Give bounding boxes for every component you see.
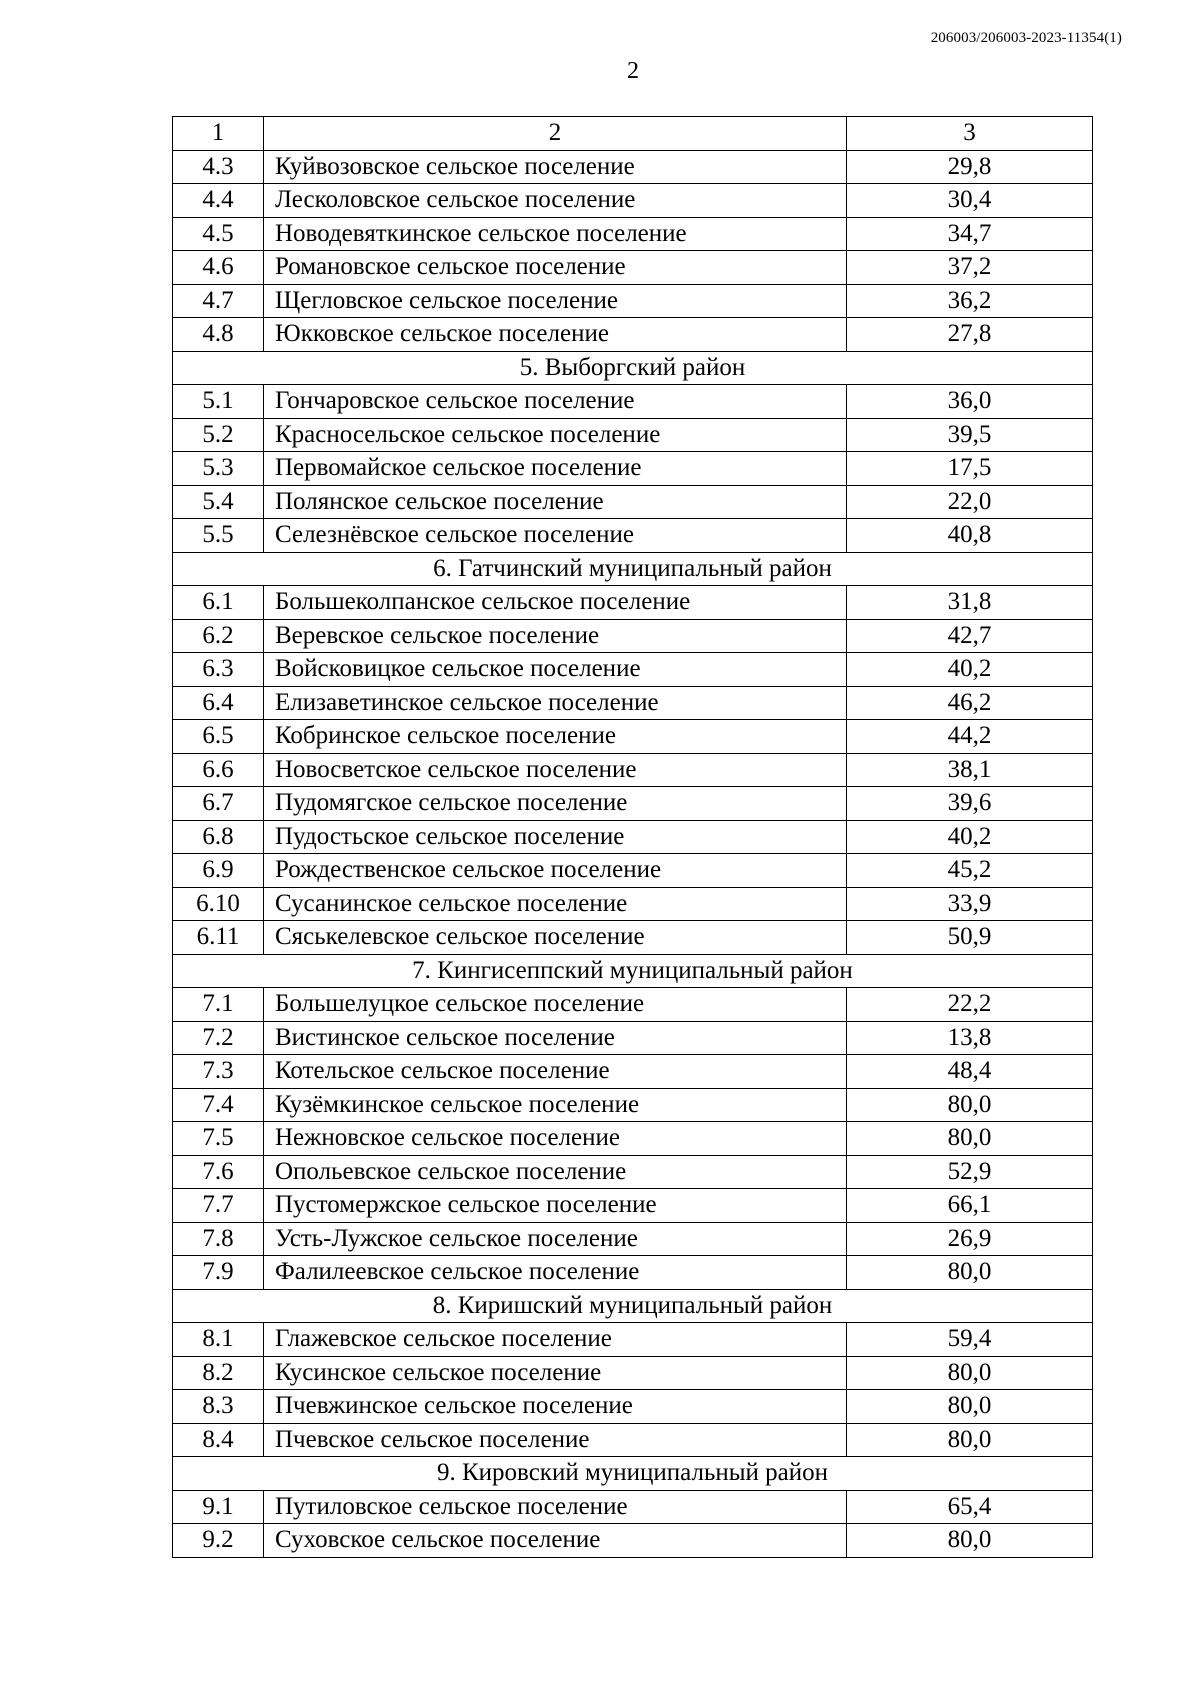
row-number: 8.3 [173, 1390, 264, 1424]
column-header-2: 2 [264, 117, 847, 151]
row-number: 8.4 [173, 1423, 264, 1457]
row-number: 7.4 [173, 1088, 264, 1122]
row-number: 8.1 [173, 1323, 264, 1357]
row-value: 29,8 [847, 150, 1093, 184]
row-value: 27,8 [847, 318, 1093, 352]
row-value: 38,1 [847, 753, 1093, 787]
row-number: 5.2 [173, 418, 264, 452]
settlement-name: Кузёмкинское сельское поселение [264, 1088, 847, 1122]
section-header-row [173, 1457, 1093, 1491]
row-number: 5.3 [173, 452, 264, 486]
settlement-name: Суховское сельское поселение [264, 1524, 847, 1558]
section-title: 7. Кингисеппский муниципальный район [173, 954, 1093, 988]
settlement-name: Войсковицкое сельское поселение [264, 653, 847, 687]
table-header-row [173, 117, 1093, 151]
section-title: 5. Выборгский район [173, 351, 1093, 385]
settlement-name: Усть-Лужское сельское поселение [264, 1222, 847, 1256]
settlement-name: Юкковское сельское поселение [264, 318, 847, 352]
settlement-name: Сяськелевское сельское поселение [264, 921, 847, 955]
row-value: 22,2 [847, 988, 1093, 1022]
row-number: 9.2 [173, 1524, 264, 1558]
table-row [173, 251, 1093, 285]
row-number: 4.3 [173, 150, 264, 184]
row-value: 80,0 [847, 1356, 1093, 1390]
row-value: 44,2 [847, 720, 1093, 754]
row-number: 7.1 [173, 988, 264, 1022]
row-value: 80,0 [847, 1122, 1093, 1156]
row-value: 36,2 [847, 284, 1093, 318]
settlement-name: Кобринское сельское поселение [264, 720, 847, 754]
row-value: 22,0 [847, 485, 1093, 519]
settlement-name: Пчевское сельское поселение [264, 1423, 847, 1457]
settlement-name: Путиловское сельское поселение [264, 1490, 847, 1524]
settlement-name: Куйвозовское сельское поселение [264, 150, 847, 184]
row-value: 65,4 [847, 1490, 1093, 1524]
row-value: 39,6 [847, 787, 1093, 821]
row-number: 6.2 [173, 619, 264, 653]
row-number: 7.5 [173, 1122, 264, 1156]
row-value: 36,0 [847, 385, 1093, 419]
settlement-name: Елизаветинское сельское поселение [264, 686, 847, 720]
settlement-name: Первомайское сельское поселение [264, 452, 847, 486]
table-row [173, 1088, 1093, 1122]
table-row [173, 720, 1093, 754]
settlement-name: Веревское сельское поселение [264, 619, 847, 653]
row-value: 50,9 [847, 921, 1093, 955]
row-number: 7.3 [173, 1055, 264, 1089]
row-number: 6.10 [173, 887, 264, 921]
row-number: 7.8 [173, 1222, 264, 1256]
table-row [173, 1490, 1093, 1524]
table-row [173, 485, 1093, 519]
table-row [173, 619, 1093, 653]
settlement-name: Большелуцкое сельское поселение [264, 988, 847, 1022]
row-number: 4.4 [173, 184, 264, 218]
settlement-name: Романовское сельское поселение [264, 251, 847, 285]
settlement-name: Селезнёвское сельское поселение [264, 519, 847, 553]
row-value: 40,2 [847, 653, 1093, 687]
table-row [173, 519, 1093, 553]
table-row [173, 284, 1093, 318]
row-number: 4.6 [173, 251, 264, 285]
table-row [173, 988, 1093, 1022]
settlement-name: Пчевжинское сельское поселение [264, 1390, 847, 1424]
row-number: 6.4 [173, 686, 264, 720]
table-row [173, 1390, 1093, 1424]
settlement-name: Рождественское сельское поселение [264, 854, 847, 888]
row-value: 37,2 [847, 251, 1093, 285]
row-value: 17,5 [847, 452, 1093, 486]
row-value: 80,0 [847, 1524, 1093, 1558]
section-header-row [173, 552, 1093, 586]
table-row [173, 1423, 1093, 1457]
row-number: 6.8 [173, 820, 264, 854]
section-header-row [173, 954, 1093, 988]
settlement-name: Новосветское сельское поселение [264, 753, 847, 787]
settlement-name: Гончаровское сельское поселение [264, 385, 847, 419]
settlement-name: Пудомягское сельское поселение [264, 787, 847, 821]
table-row [173, 1323, 1093, 1357]
row-value: 34,7 [847, 217, 1093, 251]
table-row [173, 653, 1093, 687]
row-number: 6.6 [173, 753, 264, 787]
row-value: 80,0 [847, 1390, 1093, 1424]
row-value: 26,9 [847, 1222, 1093, 1256]
row-value: 33,9 [847, 887, 1093, 921]
row-number: 6.1 [173, 586, 264, 620]
column-header-3: 3 [847, 117, 1093, 151]
settlement-name: Опольевское сельское поселение [264, 1155, 847, 1189]
table-row [173, 820, 1093, 854]
section-title: 6. Гатчинский муниципальный район [173, 552, 1093, 586]
settlement-name: Пустомержское сельское поселение [264, 1189, 847, 1223]
row-value: 40,8 [847, 519, 1093, 553]
table-row [173, 921, 1093, 955]
row-value: 59,4 [847, 1323, 1093, 1357]
table-row [173, 1055, 1093, 1089]
section-header-row [173, 351, 1093, 385]
row-value: 46,2 [847, 686, 1093, 720]
row-value: 42,7 [847, 619, 1093, 653]
row-value: 45,2 [847, 854, 1093, 888]
table-row [173, 1222, 1093, 1256]
row-number: 5.5 [173, 519, 264, 553]
table-row [173, 1256, 1093, 1290]
section-title: 9. Кировский муниципальный район [173, 1457, 1093, 1491]
row-value: 13,8 [847, 1021, 1093, 1055]
table-row [173, 1122, 1093, 1156]
table-row [173, 217, 1093, 251]
settlement-name: Пудостьское сельское поселение [264, 820, 847, 854]
table-row [173, 586, 1093, 620]
settlement-name: Фалилеевское сельское поселение [264, 1256, 847, 1290]
document-id: 206003/206003-2023-11354(1) [930, 30, 1122, 46]
row-value: 30,4 [847, 184, 1093, 218]
row-value: 80,0 [847, 1088, 1093, 1122]
row-number: 6.3 [173, 653, 264, 687]
table-row [173, 150, 1093, 184]
settlements-table [172, 116, 1093, 1558]
row-number: 4.8 [173, 318, 264, 352]
table-row [173, 887, 1093, 921]
row-number: 6.5 [173, 720, 264, 754]
table-row [173, 854, 1093, 888]
table-row [173, 787, 1093, 821]
settlement-name: Лесколовское сельское поселение [264, 184, 847, 218]
settlement-name: Котельское сельское поселение [264, 1055, 847, 1089]
settlement-name: Вистинское сельское поселение [264, 1021, 847, 1055]
row-number: 8.2 [173, 1356, 264, 1390]
table-row [173, 1524, 1093, 1558]
table-row [173, 184, 1093, 218]
settlement-name: Полянское сельское поселение [264, 485, 847, 519]
row-number: 6.11 [173, 921, 264, 955]
row-value: 80,0 [847, 1423, 1093, 1457]
row-value: 31,8 [847, 586, 1093, 620]
settlement-name: Сусанинское сельское поселение [264, 887, 847, 921]
table-row [173, 686, 1093, 720]
row-number: 7.7 [173, 1189, 264, 1223]
table-row [173, 418, 1093, 452]
table-row [173, 1189, 1093, 1223]
row-number: 7.6 [173, 1155, 264, 1189]
page-number: 2 [627, 58, 639, 84]
row-value: 40,2 [847, 820, 1093, 854]
column-header-1: 1 [173, 117, 264, 151]
table-row [173, 318, 1093, 352]
row-number: 5.1 [173, 385, 264, 419]
row-value: 66,1 [847, 1189, 1093, 1223]
row-value: 48,4 [847, 1055, 1093, 1089]
settlement-name: Большеколпанское сельское поселение [264, 586, 847, 620]
settlement-name: Щегловское сельское поселение [264, 284, 847, 318]
row-number: 7.2 [173, 1021, 264, 1055]
table-row [173, 1021, 1093, 1055]
row-number: 7.9 [173, 1256, 264, 1290]
row-number: 5.4 [173, 485, 264, 519]
section-title: 8. Киришский муниципальный район [173, 1289, 1093, 1323]
row-number: 6.9 [173, 854, 264, 888]
row-value: 39,5 [847, 418, 1093, 452]
row-number: 4.5 [173, 217, 264, 251]
table-row [173, 1155, 1093, 1189]
row-value: 80,0 [847, 1256, 1093, 1290]
settlement-name: Красносельское сельское поселение [264, 418, 847, 452]
section-header-row [173, 1289, 1093, 1323]
settlement-name: Новодевяткинское сельское поселение [264, 217, 847, 251]
table-row [173, 452, 1093, 486]
table-row [173, 385, 1093, 419]
row-value: 52,9 [847, 1155, 1093, 1189]
table-row [173, 753, 1093, 787]
settlement-name: Кусинское сельское поселение [264, 1356, 847, 1390]
row-number: 4.7 [173, 284, 264, 318]
table-row [173, 1356, 1093, 1390]
row-number: 9.1 [173, 1490, 264, 1524]
settlement-name: Нежновское сельское поселение [264, 1122, 847, 1156]
row-number: 6.7 [173, 787, 264, 821]
settlement-name: Глажевское сельское поселение [264, 1323, 847, 1357]
